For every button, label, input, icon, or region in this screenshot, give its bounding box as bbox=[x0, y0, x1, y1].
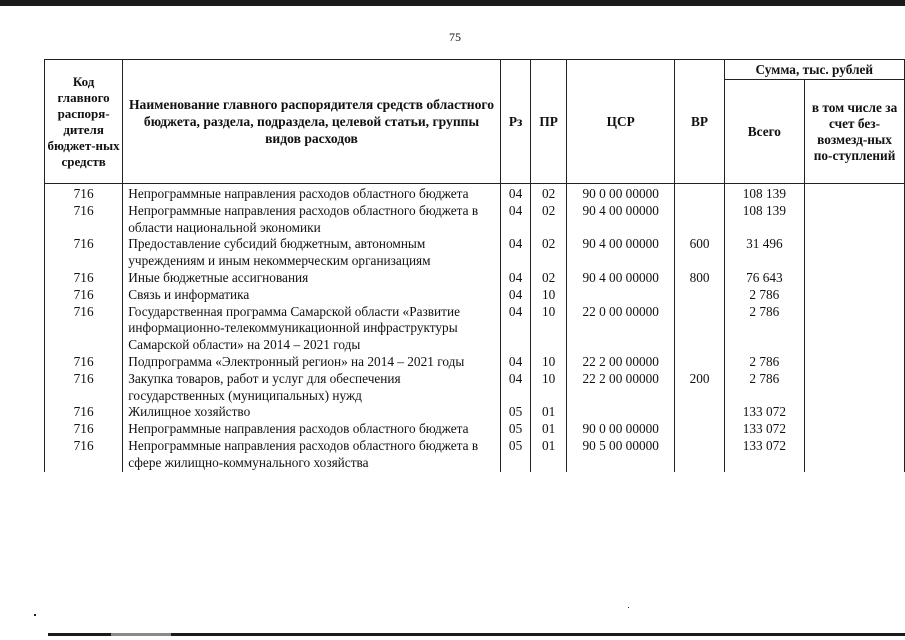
row-total: 2 786 bbox=[724, 354, 804, 371]
table-row bbox=[45, 371, 905, 405]
row-total: 133 072 bbox=[724, 404, 804, 421]
row-incl bbox=[805, 438, 905, 472]
row-name: Непрограммные направления расходов областного бюджета в области национальной экономики bbox=[123, 203, 501, 237]
row-csr: 90 0 00 00000 bbox=[566, 184, 675, 203]
page-number: 75 bbox=[449, 30, 461, 44]
row-code: 716 bbox=[45, 203, 123, 237]
row-pr: 01 bbox=[531, 404, 567, 421]
row-pr: 01 bbox=[531, 421, 567, 438]
header-code bbox=[45, 60, 123, 184]
row-rz: 04 bbox=[500, 184, 531, 203]
row-csr: 90 4 00 00000 bbox=[566, 270, 675, 287]
row-rz: 04 bbox=[500, 236, 531, 270]
row-rz: 04 bbox=[500, 203, 531, 237]
row-pr: 02 bbox=[531, 236, 567, 270]
header-vr: ВР bbox=[675, 60, 724, 184]
row-incl bbox=[805, 287, 905, 304]
row-incl bbox=[805, 270, 905, 287]
row-incl bbox=[805, 304, 905, 354]
table-row bbox=[45, 421, 905, 438]
table-row bbox=[45, 203, 905, 237]
table-row bbox=[45, 236, 905, 270]
row-rz: 05 bbox=[500, 421, 531, 438]
row-rz: 05 bbox=[500, 438, 531, 472]
row-rz: 04 bbox=[500, 270, 531, 287]
row-total: 2 786 bbox=[724, 304, 804, 354]
row-total: 108 139 bbox=[724, 203, 804, 237]
row-name: Непрограммные направления расходов областного бюджета bbox=[123, 421, 501, 438]
row-pr: 10 bbox=[531, 371, 567, 405]
row-pr: 10 bbox=[531, 354, 567, 371]
scan-bottom-edge bbox=[48, 633, 905, 636]
table-row bbox=[45, 287, 905, 304]
row-incl bbox=[805, 203, 905, 237]
row-csr: 22 2 00 00000 bbox=[566, 371, 675, 405]
row-pr: 10 bbox=[531, 304, 567, 354]
row-incl bbox=[805, 421, 905, 438]
row-name: Связь и информатика bbox=[123, 287, 501, 304]
row-rz: 04 bbox=[500, 354, 531, 371]
header-code-text: Код главного распоря-дителя бюджет-ных средств bbox=[47, 73, 120, 169]
row-pr: 10 bbox=[531, 287, 567, 304]
row-vr bbox=[675, 304, 724, 354]
row-code: 716 bbox=[45, 438, 123, 472]
row-name: Закупка товаров, работ и услуг для обеспечения государственных (муниципальных) нужд bbox=[123, 371, 501, 405]
header-name bbox=[123, 60, 501, 184]
row-rz: 04 bbox=[500, 371, 531, 405]
row-incl bbox=[805, 184, 905, 203]
row-incl bbox=[805, 236, 905, 270]
scan-speck bbox=[34, 614, 36, 616]
table-row bbox=[45, 304, 905, 354]
row-code: 716 bbox=[45, 184, 123, 203]
row-pr: 02 bbox=[531, 270, 567, 287]
header-name-text: Наименование главного распорядителя средств областного бюджета, раздела, подраздела, целевой статьи, группы видов расходов bbox=[128, 97, 495, 146]
row-pr: 01 bbox=[531, 438, 567, 472]
row-code: 716 bbox=[45, 421, 123, 438]
row-total: 31 496 bbox=[724, 236, 804, 270]
row-csr bbox=[566, 404, 675, 421]
row-total: 133 072 bbox=[724, 421, 804, 438]
row-code: 716 bbox=[45, 270, 123, 287]
row-vr: 800 bbox=[675, 270, 724, 287]
row-vr bbox=[675, 287, 724, 304]
row-code: 716 bbox=[45, 354, 123, 371]
row-pr: 02 bbox=[531, 203, 567, 237]
scan-bottom-edge-light bbox=[111, 633, 171, 636]
row-name: Государственная программа Самарской области «Развитие информационно-телекоммуникационной инфраструктуры Самарской области» на 2014 – 2021 годы bbox=[123, 304, 501, 354]
table-row bbox=[45, 270, 905, 287]
row-incl bbox=[805, 354, 905, 371]
header-incl: в том числе за счет без-возмезд-ных по-ступлений bbox=[805, 80, 905, 184]
row-code: 716 bbox=[45, 304, 123, 354]
row-vr: 200 bbox=[675, 371, 724, 405]
row-csr: 90 0 00 00000 bbox=[566, 421, 675, 438]
row-csr: 90 4 00 00000 bbox=[566, 203, 675, 237]
row-vr: 600 bbox=[675, 236, 724, 270]
scan-top-edge bbox=[0, 0, 905, 6]
row-incl bbox=[805, 404, 905, 421]
row-total: 133 072 bbox=[724, 438, 804, 472]
row-vr bbox=[675, 404, 724, 421]
row-name: Предоставление субсидий бюджетным, автономным учреждениям и иным некоммерческим организациям bbox=[123, 236, 501, 270]
row-pr: 02 bbox=[531, 184, 567, 203]
row-vr bbox=[675, 438, 724, 472]
row-total: 108 139 bbox=[724, 184, 804, 203]
row-vr bbox=[675, 421, 724, 438]
row-vr bbox=[675, 354, 724, 371]
header-rz: Рз bbox=[500, 60, 531, 184]
row-code: 716 bbox=[45, 287, 123, 304]
row-total: 2 786 bbox=[724, 371, 804, 405]
row-name: Непрограммные направления расходов областного бюджета bbox=[123, 184, 501, 203]
row-code: 716 bbox=[45, 236, 123, 270]
budget-table bbox=[44, 59, 905, 472]
row-csr: 90 5 00 00000 bbox=[566, 438, 675, 472]
scan-speck bbox=[628, 607, 629, 608]
row-vr bbox=[675, 203, 724, 237]
row-rz: 05 bbox=[500, 404, 531, 421]
row-name: Жилищное хозяйство bbox=[123, 404, 501, 421]
header-csr: ЦСР bbox=[566, 60, 675, 184]
table-row bbox=[45, 354, 905, 371]
row-name: Непрограммные направления расходов областного бюджета в сфере жилищно-коммунального хозяйства bbox=[123, 438, 501, 472]
table-row bbox=[45, 404, 905, 421]
row-rz: 04 bbox=[500, 304, 531, 354]
row-code: 716 bbox=[45, 371, 123, 405]
row-csr: 22 0 00 00000 bbox=[566, 304, 675, 354]
row-name: Подпрограмма «Электронный регион» на 2014 – 2021 годы bbox=[123, 354, 501, 371]
table-row bbox=[45, 184, 905, 203]
header-sum: Сумма, тыс. рублей bbox=[724, 60, 904, 80]
row-total: 76 643 bbox=[724, 270, 804, 287]
table-row bbox=[45, 438, 905, 472]
row-vr bbox=[675, 184, 724, 203]
row-code: 716 bbox=[45, 404, 123, 421]
header-total: Всего bbox=[724, 80, 804, 184]
row-csr: 22 2 00 00000 bbox=[566, 354, 675, 371]
row-incl bbox=[805, 371, 905, 405]
row-name: Иные бюджетные ассигнования bbox=[123, 270, 501, 287]
header-pr: ПР bbox=[531, 60, 567, 184]
row-rz: 04 bbox=[500, 287, 531, 304]
row-total: 2 786 bbox=[724, 287, 804, 304]
row-csr: 90 4 00 00000 bbox=[566, 236, 675, 270]
row-csr bbox=[566, 287, 675, 304]
